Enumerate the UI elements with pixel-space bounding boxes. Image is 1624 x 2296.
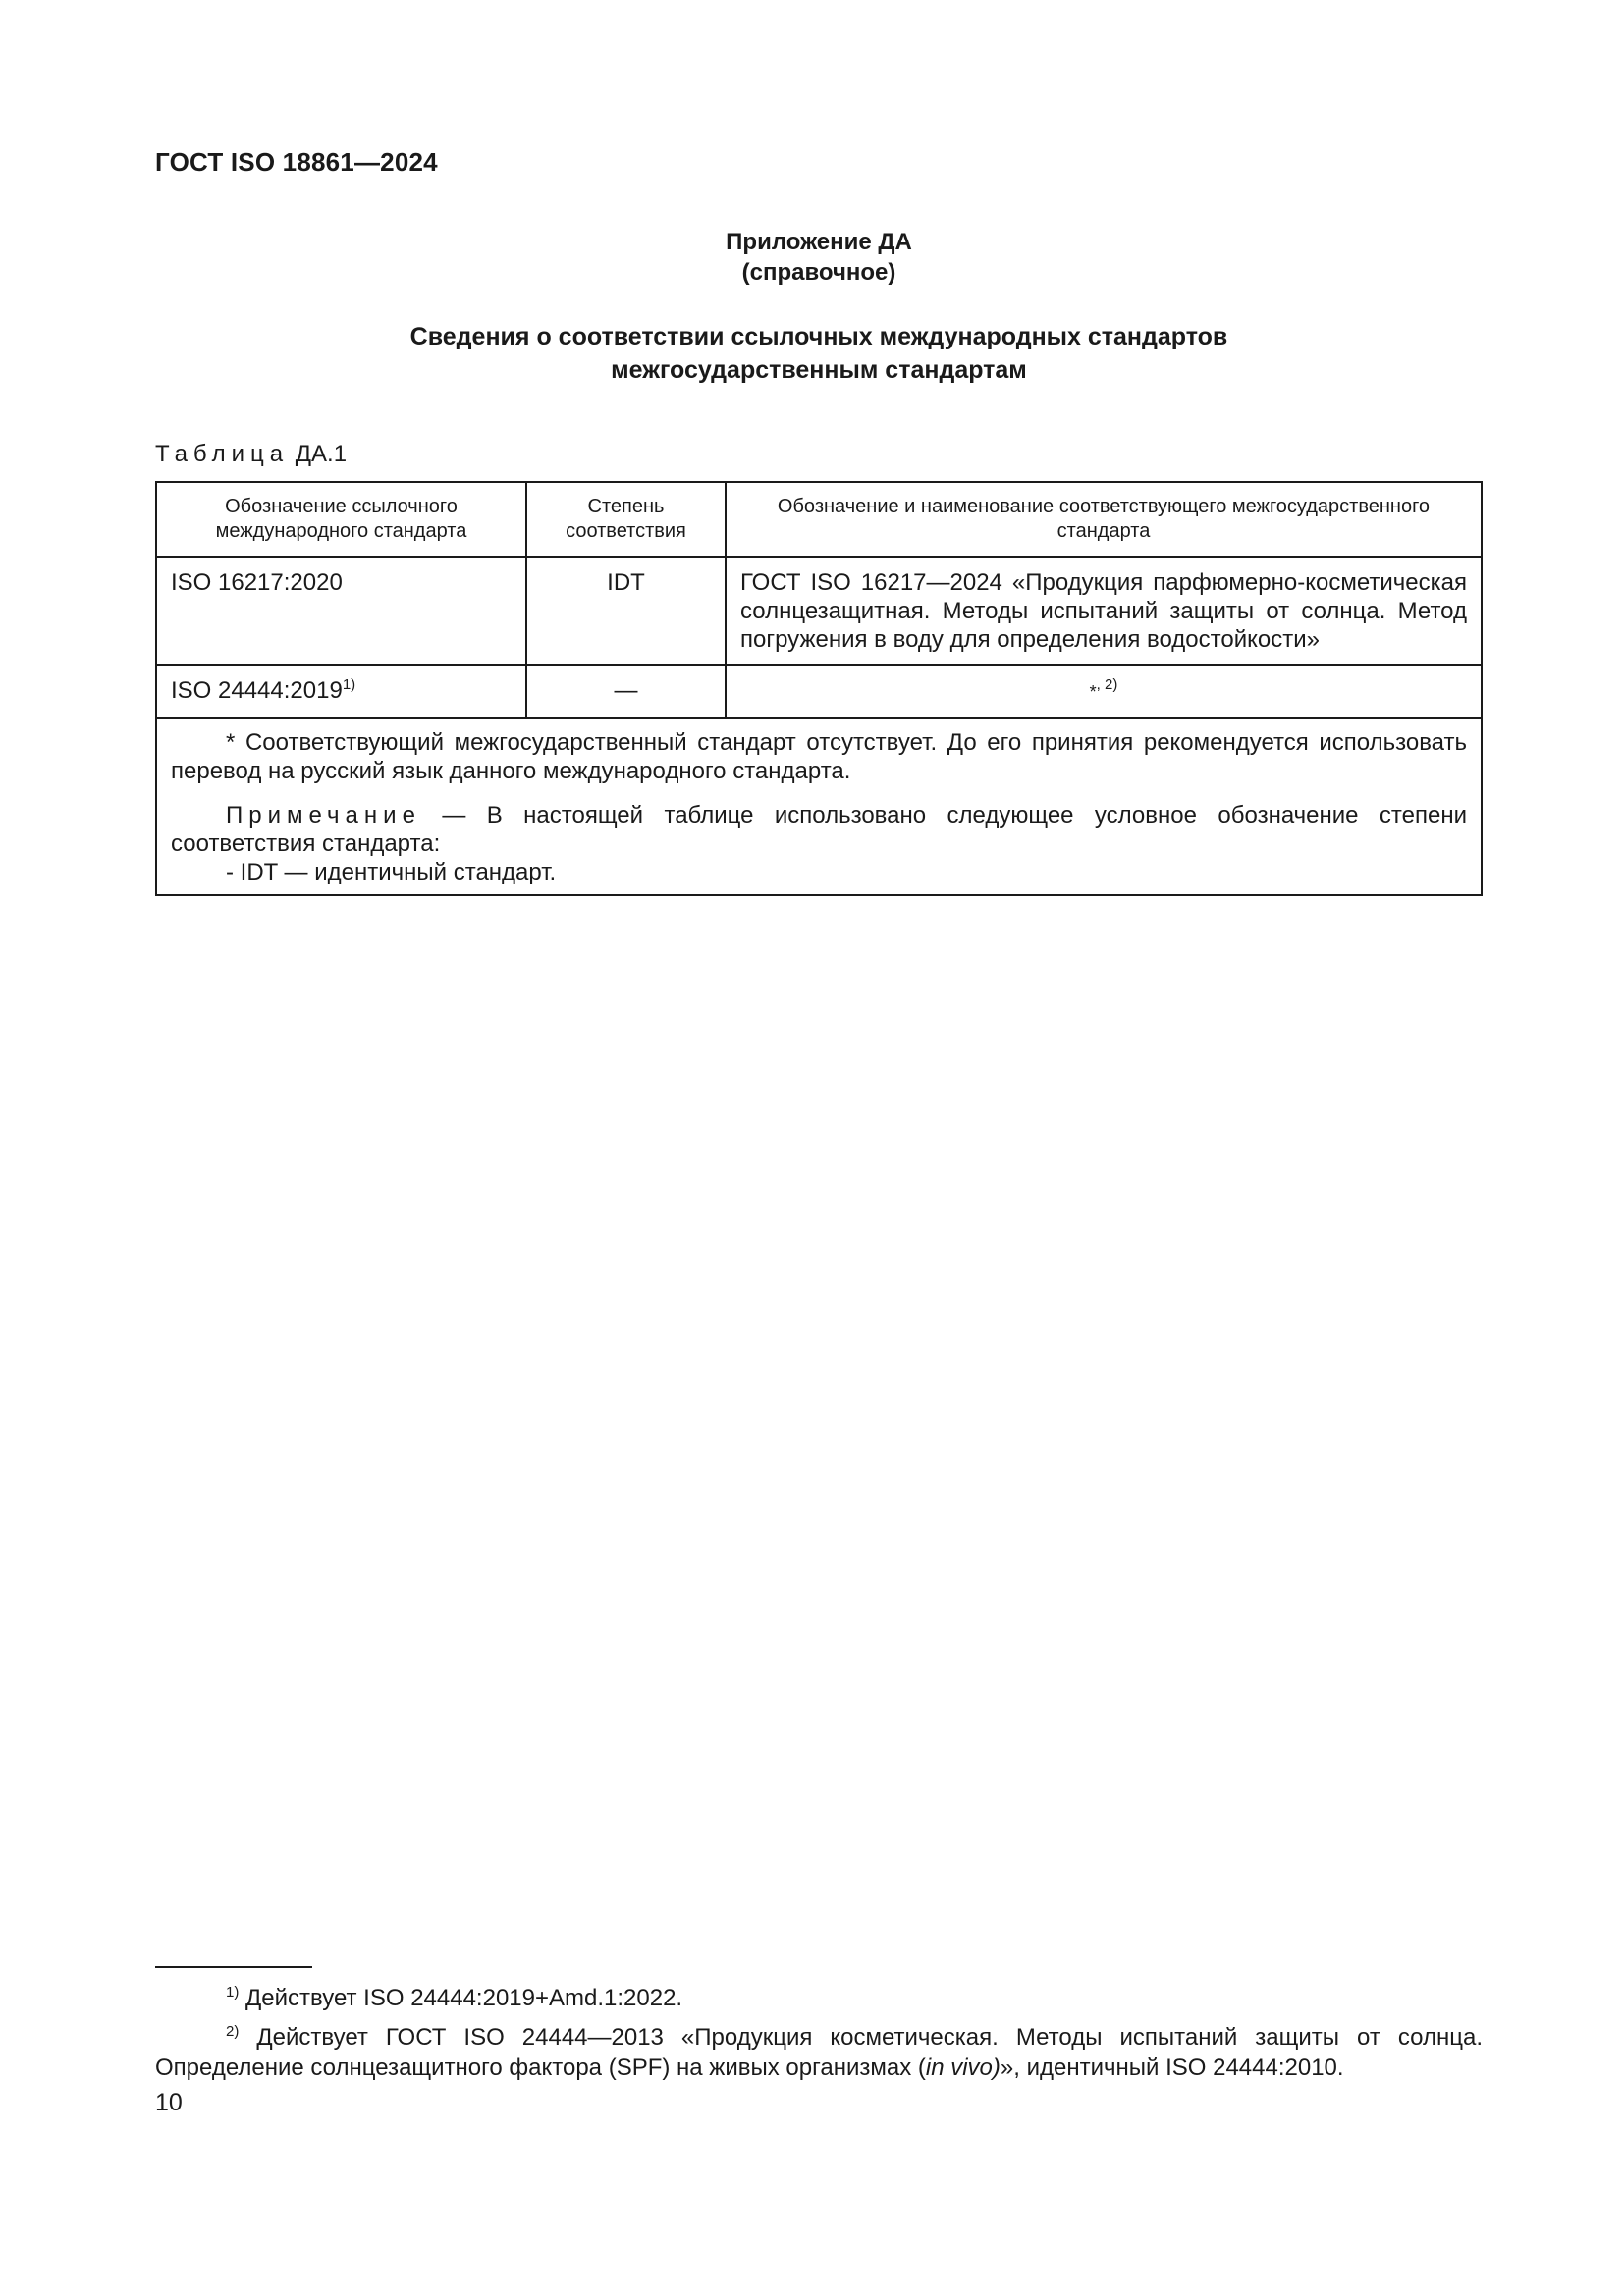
section-title-line-2: межгосударственным стандартам xyxy=(611,356,1027,384)
cell-degree: IDT xyxy=(526,557,726,665)
footnotes xyxy=(155,1983,1483,2092)
table-caption-label: Таблица xyxy=(155,441,290,467)
table-row xyxy=(156,665,1482,718)
table-caption xyxy=(155,441,347,468)
footnote-mark-2: 2) xyxy=(226,2023,240,2040)
footnote-separator xyxy=(155,1966,312,1968)
appendix-subtitle: (справочное) xyxy=(741,259,896,286)
cell-interstate-standard: *$^{, 2)}$ xyxy=(726,665,1482,718)
table-row xyxy=(156,557,1482,665)
section-title-line-1: Сведения о соответствии ссылочных международных стандартов xyxy=(409,323,1228,350)
note-degree-designation xyxy=(171,801,1467,858)
cell-degree: — xyxy=(526,665,726,718)
table-notes xyxy=(156,718,1482,895)
page-number: 10 xyxy=(155,2089,183,2116)
header-intl-standard: Обозначение ссылочного международного стандарта xyxy=(156,482,526,557)
document-code-header: ГОСТ ISO 18861—2024 xyxy=(155,147,438,177)
note-list-item: - IDT — идентичный стандарт. xyxy=(226,859,557,885)
table-header-row xyxy=(156,482,1482,557)
correspondence-table xyxy=(155,481,1483,896)
cell-interstate-standard: ГОСТ ISO 16217—2024 «Продукция парфюмерно-косметическая солнцезащитная. Методы испытаний защиты от солнца. Метод погружения в воду для определения водостойкости» xyxy=(726,557,1482,665)
footnote-ref-1: 1) xyxy=(342,676,356,693)
appendix-heading xyxy=(155,227,1483,288)
header-degree: Степень соответствия xyxy=(526,482,726,557)
section-title xyxy=(155,320,1483,387)
footnote-1: $^{1)}$ Действует ISO 24444:2019+Amd.1:2022. xyxy=(226,1984,683,2011)
appendix-title: Приложение ДА xyxy=(726,229,912,255)
header-interstate-standard: Обозначение и наименование соответствующего межгосударственного стандарта xyxy=(726,482,1482,557)
note-missing-standard: * Соответствующий межгосударственный стандарт отсутствует. До его принятия рекомендуется использовать перевод на русский язык данного международного стандарта. xyxy=(171,729,1467,784)
footnote-mark-1: 1) xyxy=(226,1984,240,2001)
cell-intl-standard: ISO 16217:2020 xyxy=(156,557,526,665)
note-text: — В настоящей таблице использовано следующее условное обозначение степени соответствия стандарта: xyxy=(171,802,1467,857)
footnote-ref-2: , 2) xyxy=(1096,676,1118,693)
cell-intl-standard: ISO 24444:2019$^{1)}$ xyxy=(156,665,526,718)
table-caption-number: ДА.1 xyxy=(295,441,348,467)
footnote-2: $^{2)}$ Действует ГОСТ ISO 24444—2013 «Продукция косметическая. Методы испытаний защиты от солнца. Определение солнцезащитного фактора (SPF) на живых организмах (in vivo)», идентичный ISO 24444:2010. xyxy=(155,2023,1483,2081)
table-notes-row xyxy=(156,718,1482,895)
note-label: Примечание xyxy=(226,802,421,828)
